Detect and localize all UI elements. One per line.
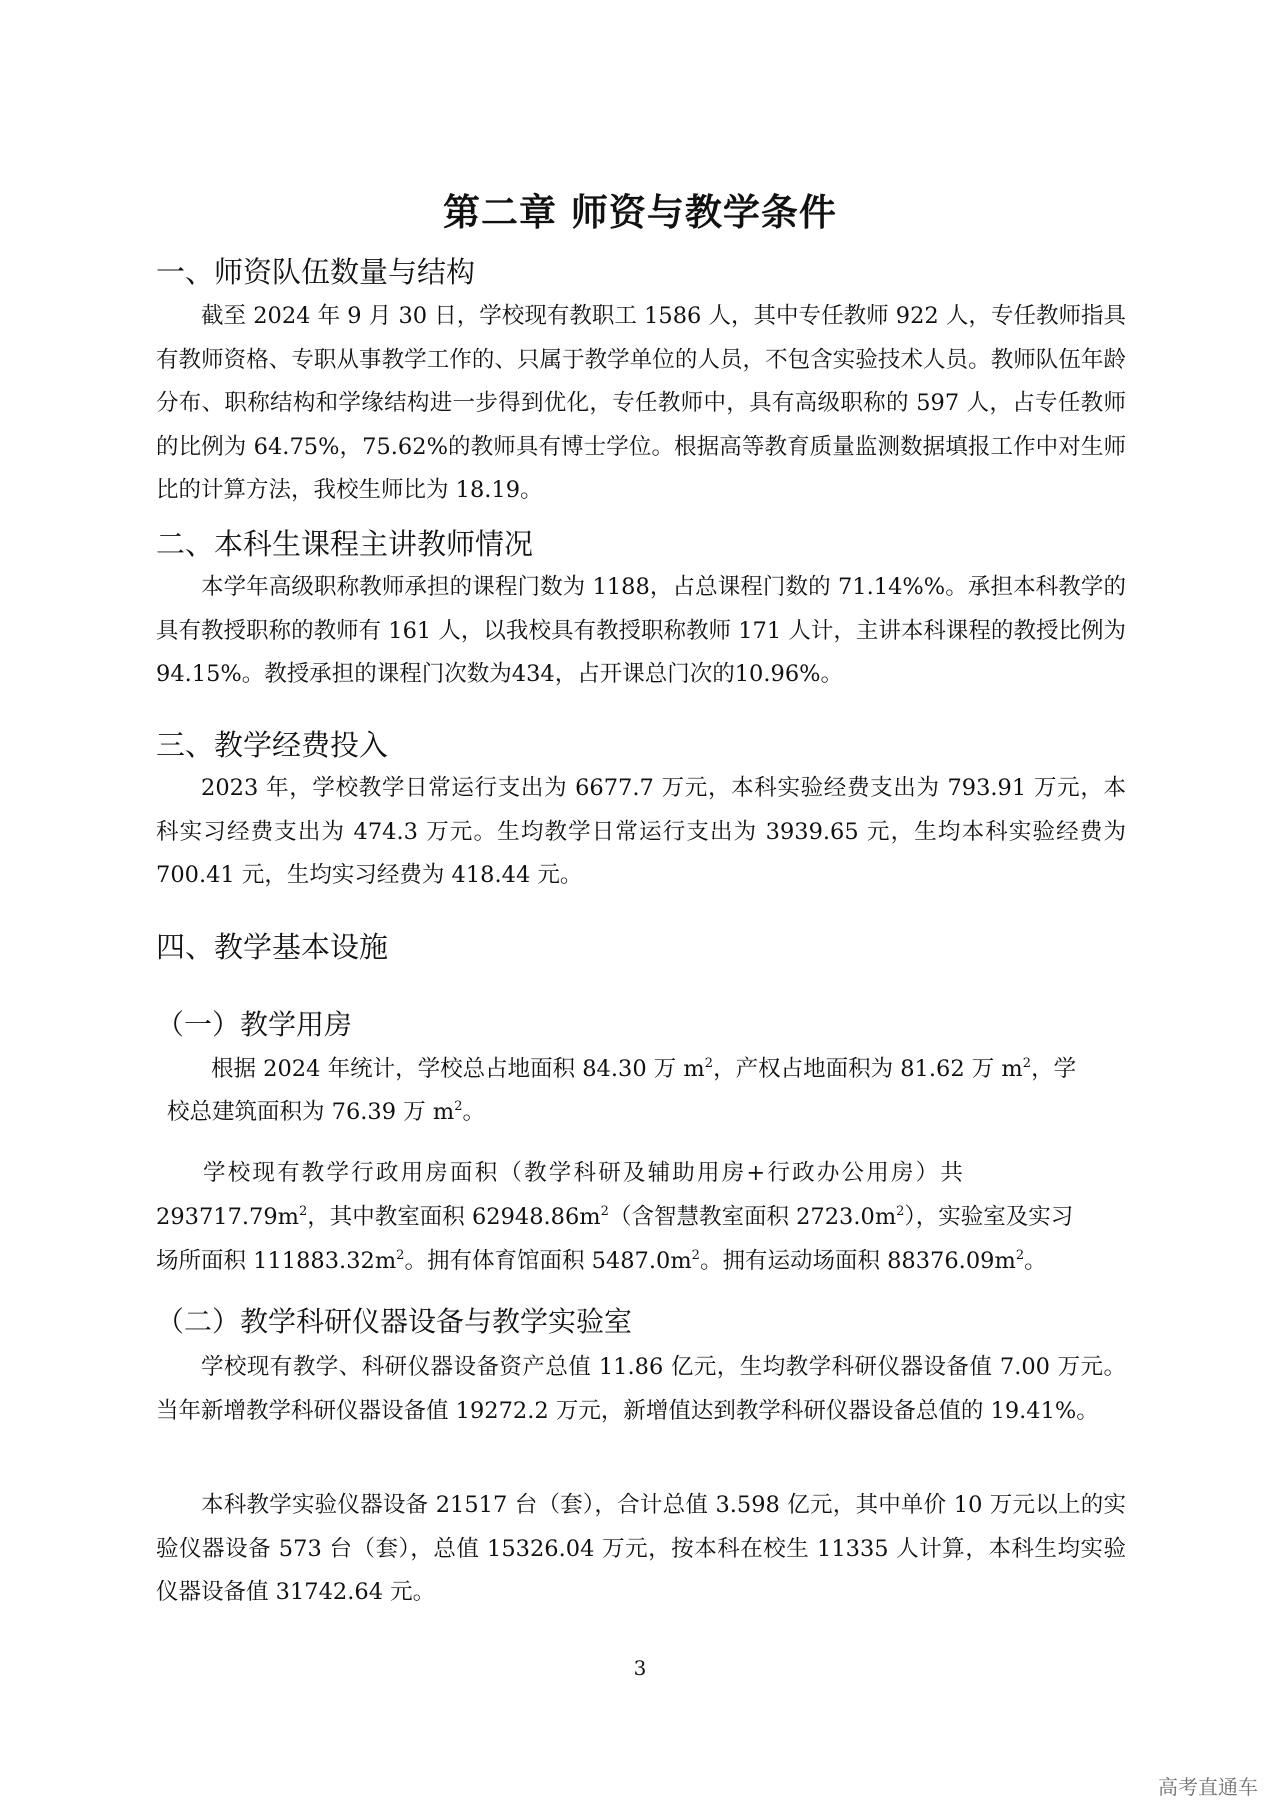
section-heading-faculty: 一、师资队伍数量与结构 xyxy=(156,255,476,289)
watermark-text: 高考直通车 xyxy=(1158,1775,1258,1799)
chapter-title: 第二章 师资与教学条件 xyxy=(443,191,837,234)
paragraph-equipment-value: 学校现有教学、科研仪器设备资产总值 11.86 亿元，生均教学科研仪器设备值 7.00 万元。当年新增教学科研仪器设备值 19272.2 万元，新增值达到教学科研仪器设备总值的 19.41%。 xyxy=(156,1354,1126,1424)
paragraph-funding: 2023 年，学校教学日常运行支出为 6677.7 万元，本科实验经费支出为 793.91 万元，本科实习经费支出为 474.3 万元。生均教学日常运行支出为 3939.65 元，生均本科实验经费为 700.41 元，生均实习经费为 418.44 元。 xyxy=(156,775,1126,888)
subheading-teaching-buildings: （一）教学用房 xyxy=(156,1008,353,1041)
section-heading-funding: 三、教学经费投入 xyxy=(156,728,389,762)
paragraph-lab-equipment: 本科教学实验仪器设备 21517 台（套），合计总值 3.598 亿元，其中单价 10 万元以上的实验仪器设备 573 台（套），总值 15326.04 万元，按本科在校生 11335 人计算，本科生均实验仪器设备值 31742.64 元。 xyxy=(156,1492,1126,1605)
paragraph-building-area-line2: $293717.79m^2$，其中教室面积 $62948.86m^2$（含智慧教室面积 $2723.0m^2$），实验室及实习 xyxy=(156,1204,1074,1230)
paragraph-lecturers: 本学年高级职称教师承担的课程门数为 1188，占总课程门数的 71.14%%。承担本科教学的具有教授职称的教师有 161 人，以我校具有教授职称教师 171 人计，主讲本科课程的教授比例为 94.15%。教授承担的课程门次数为434，占开课总门次的10.96%。 xyxy=(156,574,1126,687)
subheading-equipment-labs: （二）教学科研仪器设备与教学实验室 xyxy=(156,1305,633,1338)
paragraph-land-area-line1: 根据 2024 年统计，学校总占地面积 84.30 万 $m^2$，产权占地面积为 81.62 万 $m^2$，学 xyxy=(211,1056,1077,1082)
paragraph-building-area-line3: 场所面积 $111883.32m^2$。拥有体育馆面积 $5487.0m^2$。拥有运动场面积 $88376.09m^2$。 xyxy=(156,1248,1047,1274)
paragraph-land-area-line2: 校总建筑面积为 76.39 万 $m^2$。 xyxy=(167,1099,486,1125)
page-number: 3 xyxy=(633,1656,647,1680)
paragraph-building-area-line1: 学校现有教学行政用房面积（教学科研及辅助用房+行政办公用房）共 xyxy=(203,1160,966,1186)
section-heading-facilities: 四、教学基本设施 xyxy=(156,930,389,964)
paragraph-faculty: 截至 2024 年 9 月 30 日，学校现有教职工 1586 人，其中专任教师 922 人，专任教师指具有教师资格、专职从事教学工作的、只属于教学单位的人员，不包含实验技术人员。教师队伍年龄分布、职称结构和学缘结构进一步得到优化，专任教师中，具有高级职称的 597 人，占专任教师的比例为 64.75%，75.62%的教师具有博士学位。根据高等教育质量监测数据填报工作中对生师比的计算方法，我校生师比为 18.19。 xyxy=(156,303,1126,503)
section-heading-lecturers: 二、本科生课程主讲教师情况 xyxy=(156,527,534,561)
